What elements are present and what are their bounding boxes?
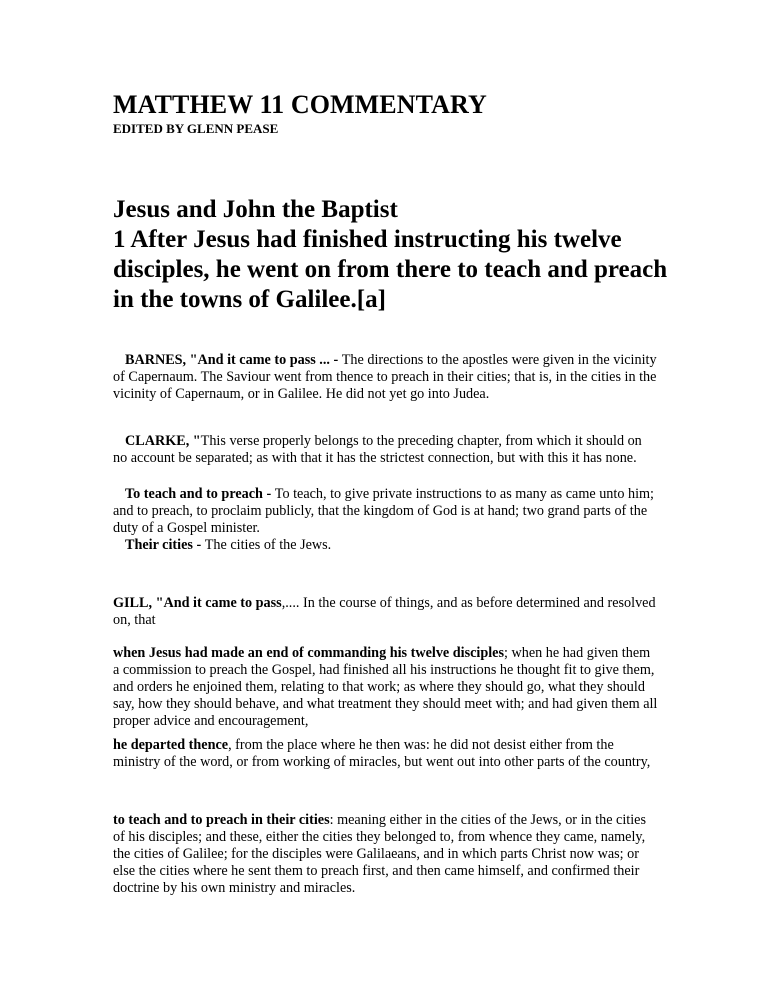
gill-p2-label: when Jesus had made an end of commanding his twelve disciples [113,645,504,661]
gill-commentary [113,595,658,629]
clarke-teach-text: To teach, to give private instructions to as many as came unto him; and to preach, to proclaim publicly, that the kingdom of God is at hand; two grand parts of the duty of a Gospel minister. [113,486,654,536]
clarke-cities-note [113,537,658,554]
barnes-commentary [113,352,658,403]
clarke-cities-label: Their cities - [125,537,205,553]
clarke-text: This verse properly belongs to the preceding chapter, from which it should on no account be separated; as with that it has the strictest connection, but with this it has none. [113,433,642,466]
barnes-label: BARNES, "And it came to pass ... - [125,352,342,368]
gill-text: ,.... In the course of things, and as before determined and resolved on, that [113,595,656,628]
gill-p4-text: : meaning either in the cities of the Jews, or in the cities of his disciples; and these, either the cities they belonged to, from whence they came, namely, the cities of Galilee; for the disciples were Galilaeans, and in which parts Christ now was; or else the cities where he sent them to preach first, and then came himself, and confirmed their doctrine by his own ministry and miracles. [113,812,646,896]
clarke-label: CLARKE, " [125,433,201,449]
gill-p2-text: ; when he had given them a commission to preach the Gospel, had finished all his instructions he thought fit to give them, and orders he enjoined them, relating to that work; as where they should go, what they should say, how they should behave, and what treatment they should meet with; and had given them all proper advice and encouragement, [113,645,658,729]
gill-paragraph-4 [113,812,658,897]
clarke-teach-label: To teach and to preach - [125,486,275,502]
document-editor: EDITED BY GLENN PEASE [113,121,279,136]
gill-paragraph-2 [113,645,658,730]
gill-p3-label: he departed thence [113,737,229,753]
gill-paragraph-3 [113,737,658,771]
heading-verse: 1 After Jesus had finished instructing his twelve disciples, he went on from there to teach and preach in the towns of Galilee.[a] [113,226,668,313]
section-heading [113,195,673,315]
gill-p3-text: , from the place where he then was: he did not desist either from the ministry of the word, or from working of miracles, but went out into other parts of the country, [113,737,651,770]
gill-label: GILL, "And it came to pass [113,595,282,611]
clarke-teach-note [113,486,658,537]
document-title: MATTHEW 11 COMMENTARY [113,90,487,119]
barnes-text: The directions to the apostles were given in the vicinity of Capernaum. The Saviour went from thence to preach in their cities; that is, in the cities in the vicinity of Capernaum, or in Galilee. He did not yet go into Judea. [113,352,657,402]
heading-title: Jesus and John the Baptist [113,196,398,223]
gill-p4-label: to teach and to preach in their cities [113,812,330,828]
clarke-cities-text: The cities of the Jews. [204,537,332,553]
clarke-commentary [113,433,658,467]
